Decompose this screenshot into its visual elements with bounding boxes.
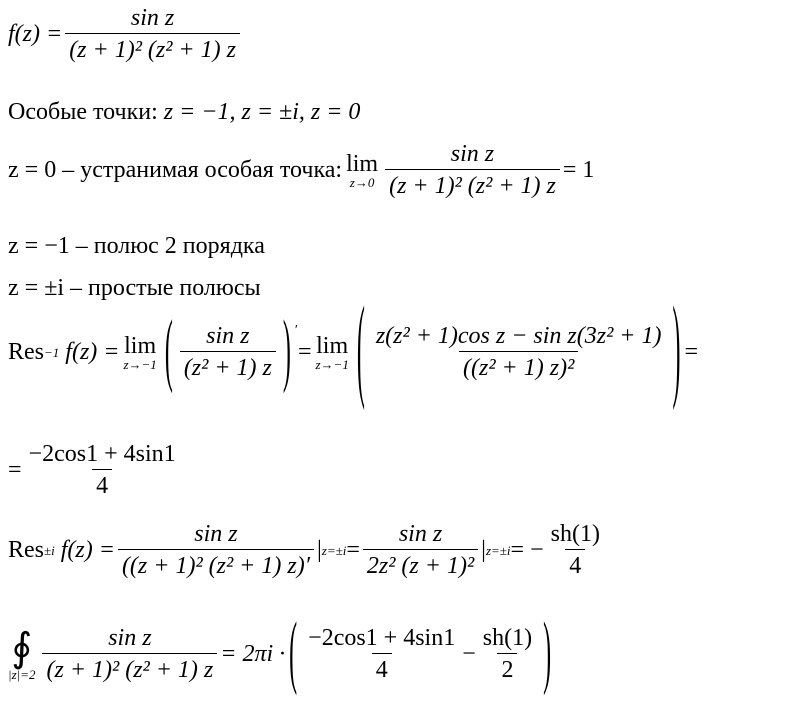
pole-order-line	[8, 234, 265, 258]
eval-bar-2: |	[481, 537, 486, 563]
paren-close: )	[672, 289, 681, 415]
equals-sign: =	[346, 537, 360, 563]
paren-open: (	[356, 289, 365, 415]
fraction-denominator: (z + 1)² (z² + 1) z	[42, 653, 217, 682]
value-fraction	[25, 442, 180, 498]
fraction-numerator: sin z	[108, 625, 152, 651]
paren-close: )	[543, 609, 552, 699]
fraction-denominator: ((z + 1)² (z² + 1) z)′	[118, 549, 314, 578]
fraction-numerator: −2cos1 + 4sin1	[28, 441, 176, 467]
leading-equals: =	[8, 457, 22, 483]
derivative-fraction	[118, 522, 314, 578]
lim-word: lim	[124, 332, 157, 359]
res-function: f(z) =	[60, 537, 115, 563]
equals-minus: = −	[510, 537, 544, 563]
residue-plus-minus-i-line	[8, 522, 607, 578]
fraction-denominator: (z² + 1) z	[180, 351, 276, 380]
lim-subscript: z→0	[349, 174, 375, 190]
eval-subscript-2: z=±i	[485, 542, 511, 558]
fraction-numerator: sin z	[130, 5, 175, 31]
res-subscript: −1	[44, 344, 60, 360]
paren-open: (	[164, 307, 173, 397]
fraction-denominator: 2z² (z + 1)²	[363, 549, 478, 578]
trailing-equals: =	[684, 339, 699, 365]
integrand-fraction	[42, 626, 217, 682]
paren-open: (	[289, 609, 298, 699]
pole-order-text: z = −1 – полюс 2 порядка	[8, 233, 265, 259]
equals-sign: =	[297, 339, 312, 365]
limit-operator-2	[315, 334, 348, 371]
first-residue-fraction	[304, 626, 459, 682]
fraction-numerator: sin z	[398, 521, 443, 547]
function-definition	[8, 6, 243, 62]
lim-word: lim	[316, 332, 349, 359]
removable-label: z = 0 – устранимая особая точка:	[8, 157, 343, 183]
lim-subscript: z→−1	[123, 356, 157, 372]
residue-minus-one-value	[8, 442, 183, 498]
derivative-prime: ′	[294, 323, 298, 338]
fraction-numerator: sh(1)	[482, 625, 533, 651]
simplified-fraction	[363, 522, 478, 578]
singular-points-label: Особые точки:	[8, 99, 158, 125]
fraction-denominator: 4	[565, 549, 585, 578]
minus-sign: −	[462, 641, 476, 667]
function-lhs: f(z) =	[8, 21, 63, 47]
simple-poles-line	[8, 276, 261, 300]
contour-integral-icon: ∮	[11, 624, 33, 670]
res-subscript: ±i	[44, 542, 55, 558]
contour-integral-line	[8, 609, 555, 699]
eval-subscript: z=±i	[321, 542, 347, 558]
fraction-denominator: 4	[92, 469, 112, 498]
contour-integral-operator	[8, 624, 36, 682]
limit-operator	[346, 152, 378, 189]
limit-fraction	[385, 142, 560, 198]
integral-subscript: |z|=2	[8, 666, 36, 682]
fraction-numerator: sin z	[206, 323, 250, 349]
eval-bar: |	[316, 537, 322, 563]
limit-result: = 1	[562, 157, 595, 183]
removable-singularity-line	[8, 142, 594, 198]
fraction-denominator: (z + 1)² (z² + 1) z	[385, 169, 560, 198]
residue-minus-one-line	[8, 289, 699, 415]
fraction-denominator: 2	[497, 653, 517, 682]
lim-subscript: z→−1	[315, 356, 349, 372]
function-fraction	[65, 6, 240, 62]
fraction-numerator: sin z	[194, 521, 238, 547]
fraction-denominator: ((z² + 1) z)²	[459, 351, 578, 380]
second-residue-fraction	[479, 626, 536, 682]
derivative-result-fraction	[372, 324, 666, 380]
singular-points-line	[8, 100, 360, 124]
fraction-denominator: (z + 1)² (z² + 1) z	[65, 33, 240, 62]
simple-poles-text: z = ±i – простые полюсы	[8, 275, 261, 301]
res-word: Res	[8, 339, 44, 365]
limit-operator	[123, 334, 156, 371]
res-function: f(z) =	[65, 339, 120, 365]
two-pi-i-factor: = 2πi ·	[220, 641, 286, 667]
paren-close: )	[282, 307, 291, 397]
res-word: Res	[8, 537, 44, 563]
singular-points-values: z = −1, z = ±i, z = 0	[163, 99, 361, 125]
fraction-numerator: sin z	[450, 141, 495, 167]
derivative-fraction	[180, 324, 276, 380]
fraction-denominator: 4	[372, 653, 392, 682]
lim-word: lim	[346, 150, 379, 177]
fraction-numerator: z(z² + 1)cos z − sin z(3z² + 1)	[375, 323, 662, 349]
fraction-numerator: −2cos1 + 4sin1	[308, 625, 456, 651]
sh-fraction	[547, 522, 604, 578]
fraction-numerator: sh(1)	[550, 521, 600, 547]
